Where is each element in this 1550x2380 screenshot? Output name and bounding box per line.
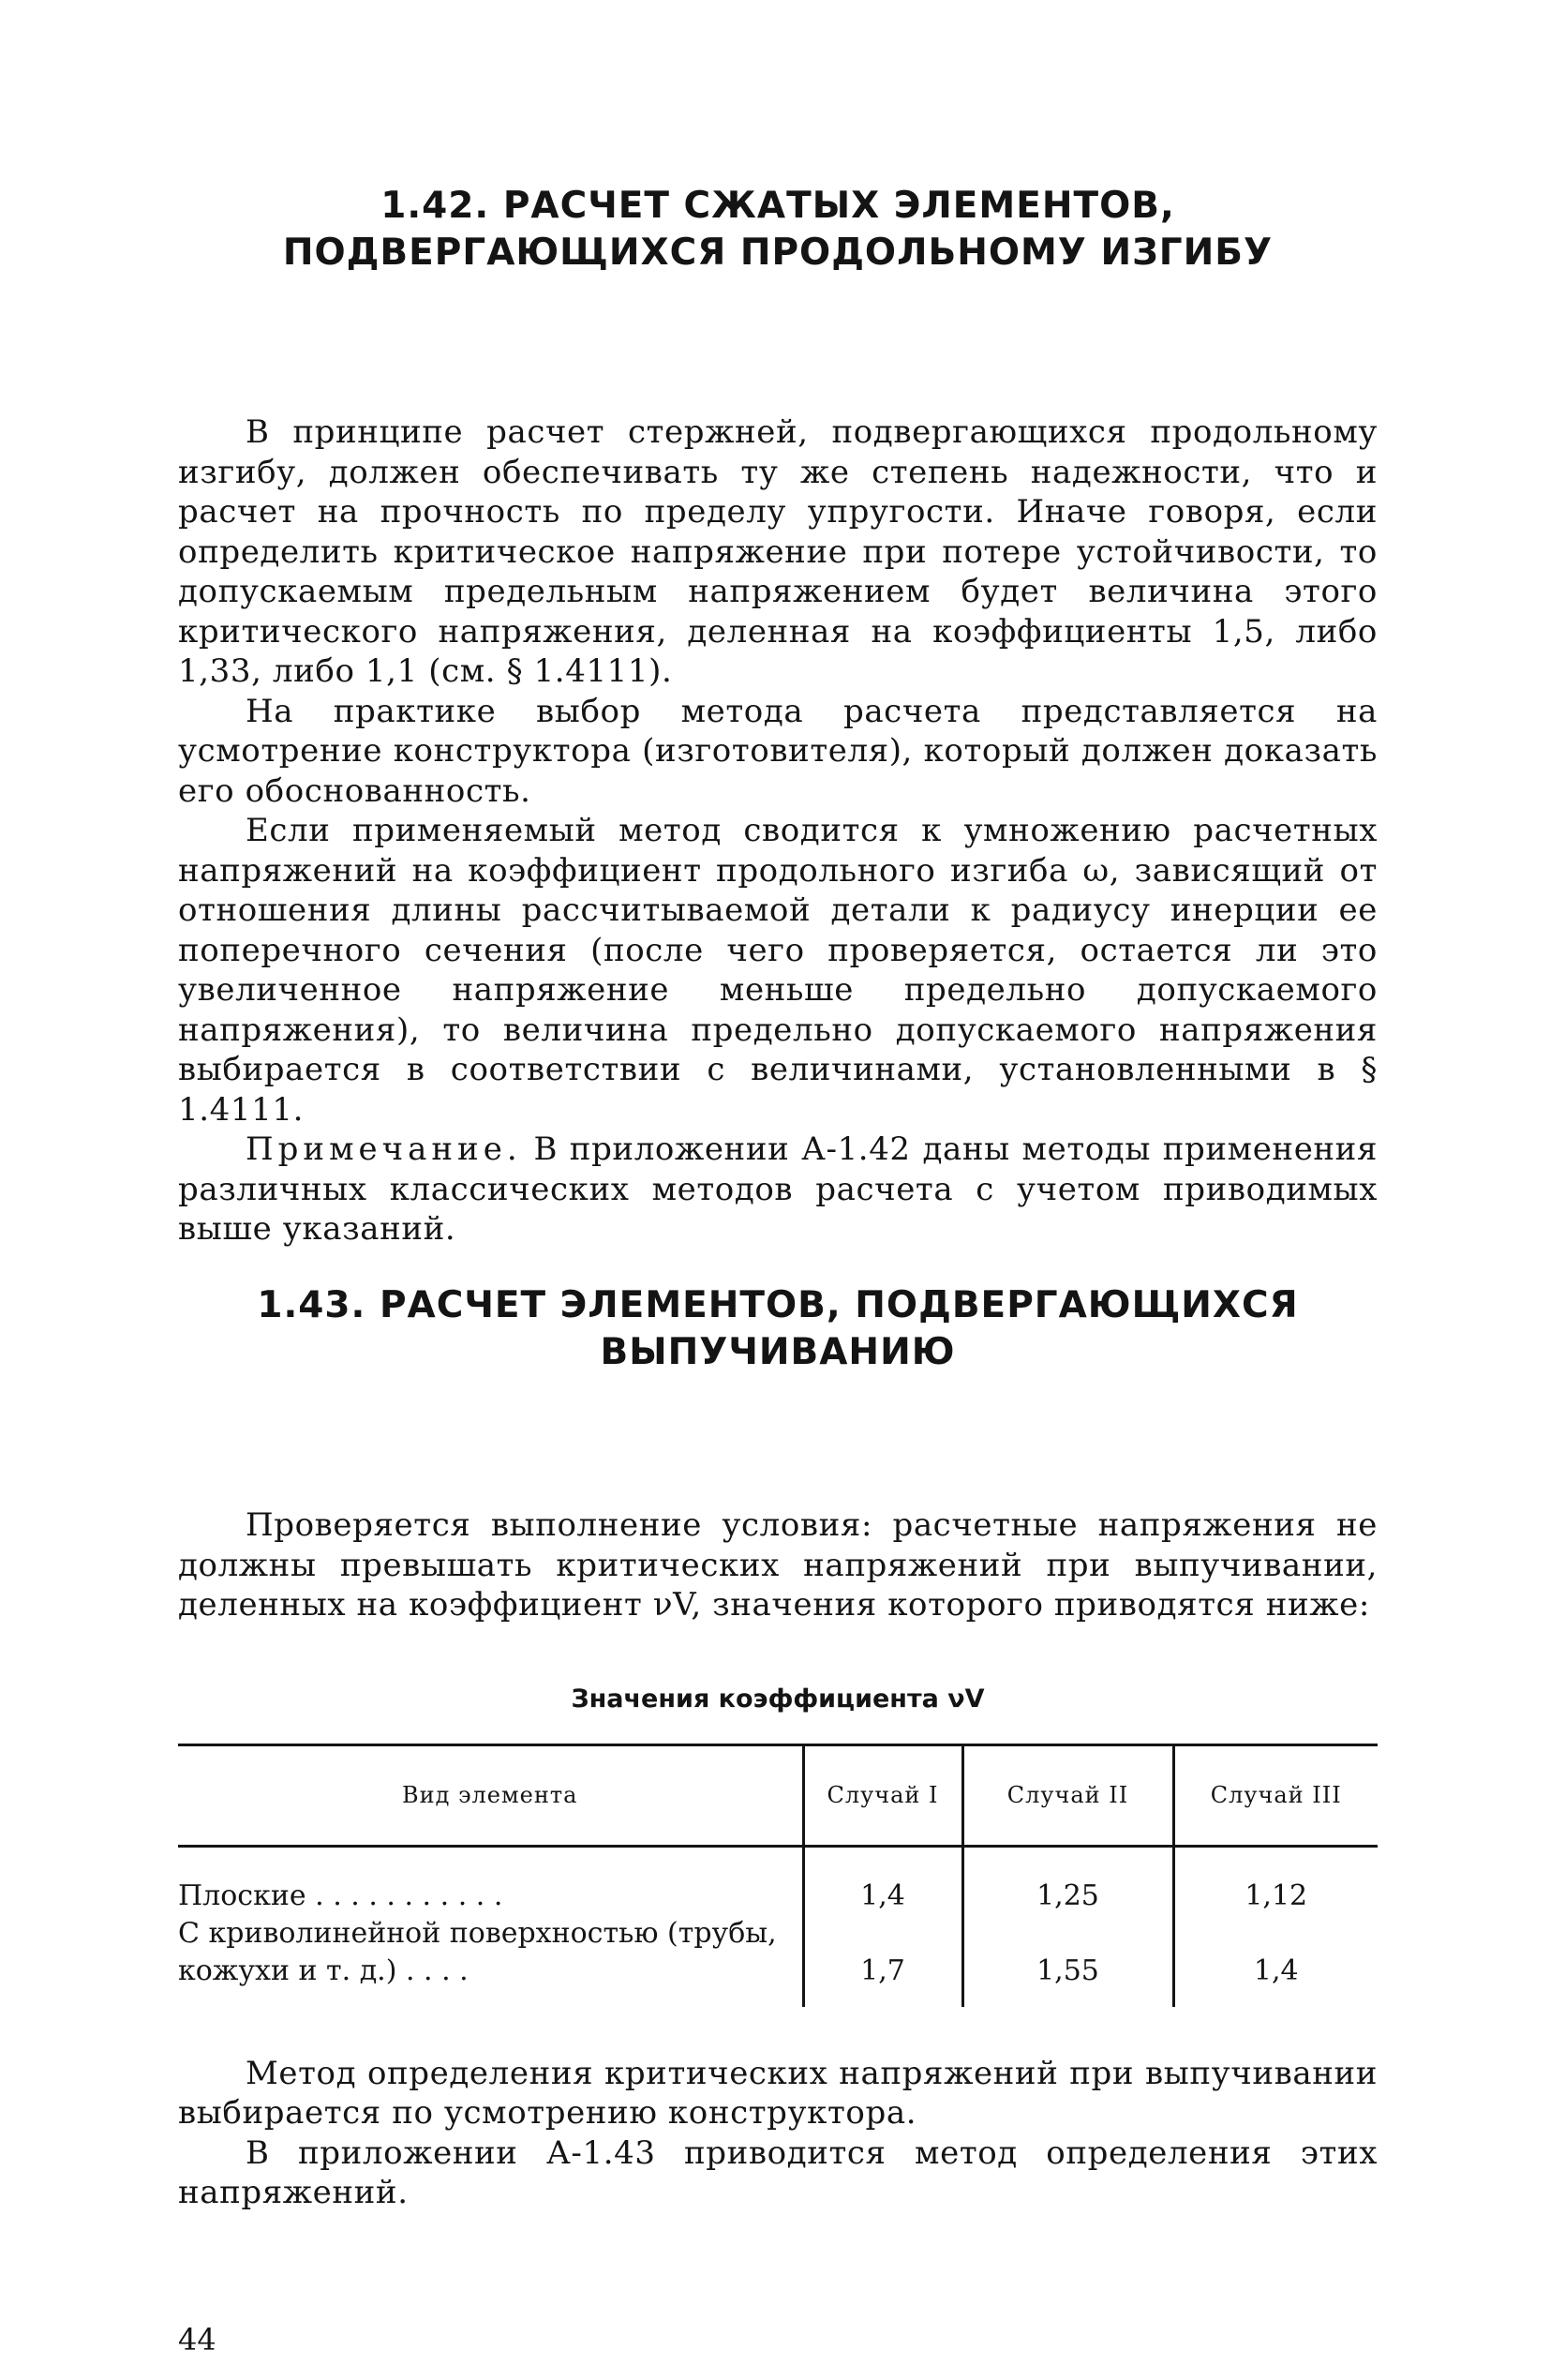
section-1-43-title [178,1282,1378,1376]
section-1-42-note [178,1130,1378,1250]
note-text: В приложении А-1.42 даны методы применения различных классических методов расчета с учетом приводимых выше указаний. [178,1130,1378,1248]
section-1-42-paragraph-3: Если применяемый метод сводится к умножению расчетных напряжений на коэффициент продольного изгиба ω, зависящий от отношения длины рассчитываемой детали к радиусу инерции ее поперечного сечения (после чего проверяется, остается ли это увеличенное напряжение меньше предельно допускаемого напряжения), то величина предельно допускаемого напряжения выбирается в соответствии с величинами, установленными в § 1.4111. [178,812,1378,1129]
header-case-3: Случай III [1173,1744,1378,1846]
section-1-42-title-line1: 1.42. РАСЧЕТ СЖАТЫХ ЭЛЕМЕНТОВ, [380,185,1175,227]
header-element-type: Вид элемента [178,1744,803,1846]
section-1-42-paragraph-2: На практике выбор метода расчета представляется на усмотрение конструктора (изготовителя), который должен доказать его обоснованность. [178,692,1378,810]
page [178,183,1378,2358]
coefficient-table [178,1744,1378,2007]
table-row [178,1915,1378,2007]
section-1-42-title [178,183,1378,277]
section-1-42-title-line2: ПОДВЕРГАЮЩИХСЯ ПРОДОЛЬНОМУ ИЗГИБУ [282,232,1274,274]
row-1-name: Плоские . . . . . . . . . . . [178,1879,503,1912]
section-1-42-paragraph-1: В принципе расчет стержней, подвергающихся продольному изгибу, должен обеспечивать ту же степень надежности, что и расчет на прочность по пределу упругости. Иначе говоря, если определить критическое напряжение при потере устойчивости, то допускаемым предельным напряжением будет величина этого критического напряжения, деленная на коэффициенты 1,5, либо 1,33, либо 1,1 (см. § 1.4111). [178,413,1378,690]
section-1-43-title-line1: 1.43. РАСЧЕТ ЭЛЕМЕНТОВ, ПОДВЕРГАЮЩИХСЯ [257,1284,1299,1326]
table-caption: Значения коэффициента νV [571,1684,985,1714]
row-1-case-3: 1,12 [1173,1846,1378,1915]
section-1-43-paragraph-3: В приложении А-1.43 приводится метод определения этих напряжений. [178,2133,1378,2211]
section-1-43-title-line2: ВЫПУЧИВАНИЮ [600,1331,956,1373]
row-2-case-1: 1,7 [803,1915,962,2007]
row-2-case-3: 1,4 [1173,1915,1378,2007]
header-case-2: Случай II [962,1744,1173,1846]
row-2-case-2: 1,55 [962,1915,1173,2007]
page-number: 44 [178,2322,216,2358]
table-header-row [178,1744,1378,1846]
section-1-42 [178,183,1378,1250]
section-1-43-paragraph-1: Проверяется выполнение условия: расчетные напряжения не должны превышать критических напряжений при выпучивании, деленных на коэффициент νV, значения которого приводятся ниже: [178,1506,1378,1624]
note-label: Примечание. [246,1130,522,1168]
row-1-case-1: 1,4 [803,1846,962,1915]
table-row [178,1846,1378,1915]
row-1-case-2: 1,25 [962,1846,1173,1915]
header-case-1: Случай I [803,1744,962,1846]
section-1-43-paragraph-2: Метод определения критических напряжений при выпучивании выбирается по усмотрению конструктора. [178,2054,1378,2132]
section-1-43 [178,1282,1378,2213]
row-2-name: С криволинейной поверхностью (трубы, кожухи и т. д.) . . . . [178,1916,777,1987]
